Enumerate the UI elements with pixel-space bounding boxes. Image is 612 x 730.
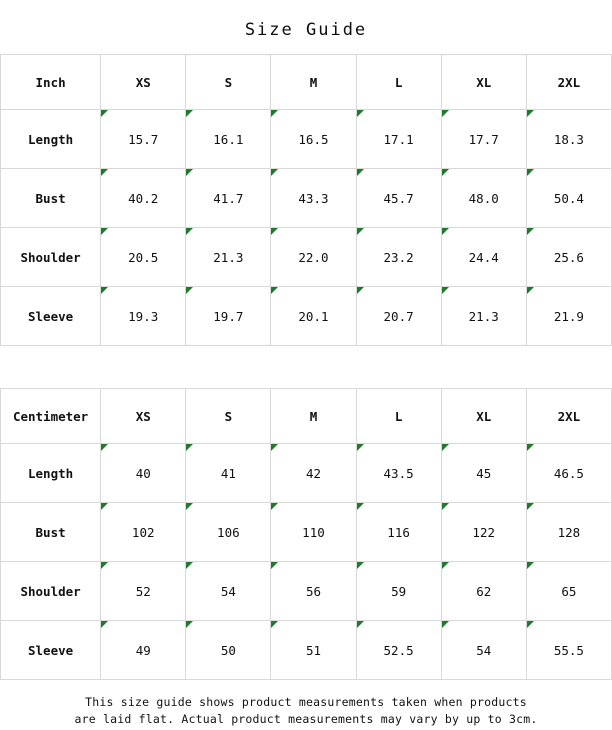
table-row <box>1 444 612 503</box>
size-table-centimeter <box>0 388 612 680</box>
row-label: Length <box>1 444 101 503</box>
column-header: S <box>186 389 271 444</box>
footnote-line-2: are laid flat. Actual product measurements may vary by up to 3cm. <box>74 712 538 726</box>
unit-label: Inch <box>1 55 101 110</box>
measurement-cell: 41.7 <box>186 169 271 228</box>
measurement-cell: 52 <box>101 562 186 621</box>
table-row <box>1 562 612 621</box>
column-header: XL <box>441 389 526 444</box>
row-label: Shoulder <box>1 562 101 621</box>
table-row <box>1 621 612 680</box>
measurement-cell: 21.3 <box>441 287 526 346</box>
row-label: Sleeve <box>1 621 101 680</box>
table-row <box>1 287 612 346</box>
measurement-cell: 56 <box>271 562 356 621</box>
unit-label: Centimeter <box>1 389 101 444</box>
measurement-cell: 19.7 <box>186 287 271 346</box>
measurement-cell: 48.0 <box>441 169 526 228</box>
measurement-cell: 55.5 <box>526 621 611 680</box>
measurement-cell: 51 <box>271 621 356 680</box>
table-row <box>1 228 612 287</box>
measurement-cell: 62 <box>441 562 526 621</box>
measurement-cell: 23.2 <box>356 228 441 287</box>
page-title: Size Guide <box>244 20 368 40</box>
measurement-cell: 49 <box>101 621 186 680</box>
column-header: M <box>271 389 356 444</box>
column-header: XL <box>441 55 526 110</box>
size-table-inch <box>0 54 612 346</box>
measurement-cell: 46.5 <box>526 444 611 503</box>
measurement-cell: 59 <box>356 562 441 621</box>
row-label: Sleeve <box>1 287 101 346</box>
measurement-cell: 16.5 <box>271 110 356 169</box>
measurement-cell: 110 <box>271 503 356 562</box>
footnote <box>0 680 612 728</box>
measurement-cell: 17.1 <box>356 110 441 169</box>
measurement-cell: 22.0 <box>271 228 356 287</box>
measurement-cell: 18.3 <box>526 110 611 169</box>
column-header: L <box>356 389 441 444</box>
footnote-line-1: This size guide shows product measurements taken when products <box>85 695 527 709</box>
measurement-cell: 40.2 <box>101 169 186 228</box>
table-divider-space <box>0 346 612 388</box>
row-label: Bust <box>1 503 101 562</box>
measurement-cell: 65 <box>526 562 611 621</box>
measurement-cell: 52.5 <box>356 621 441 680</box>
measurement-cell: 15.7 <box>101 110 186 169</box>
measurement-cell: 24.4 <box>441 228 526 287</box>
measurement-cell: 19.3 <box>101 287 186 346</box>
measurement-cell: 25.6 <box>526 228 611 287</box>
table-row <box>1 169 612 228</box>
column-header: 2XL <box>526 389 611 444</box>
table-header-row <box>1 389 612 444</box>
column-header: XS <box>101 55 186 110</box>
measurement-cell: 116 <box>356 503 441 562</box>
column-header: M <box>271 55 356 110</box>
column-header: 2XL <box>526 55 611 110</box>
measurement-cell: 50.4 <box>526 169 611 228</box>
measurement-cell: 17.7 <box>441 110 526 169</box>
measurement-cell: 106 <box>186 503 271 562</box>
measurement-cell: 45.7 <box>356 169 441 228</box>
measurement-cell: 128 <box>526 503 611 562</box>
column-header: L <box>356 55 441 110</box>
table-header-row <box>1 55 612 110</box>
table-row <box>1 503 612 562</box>
measurement-cell: 40 <box>101 444 186 503</box>
column-header: XS <box>101 389 186 444</box>
table-row <box>1 110 612 169</box>
measurement-cell: 21.9 <box>526 287 611 346</box>
measurement-cell: 20.7 <box>356 287 441 346</box>
measurement-cell: 20.1 <box>271 287 356 346</box>
row-label: Length <box>1 110 101 169</box>
row-label: Shoulder <box>1 228 101 287</box>
row-label: Bust <box>1 169 101 228</box>
measurement-cell: 42 <box>271 444 356 503</box>
measurement-cell: 45 <box>441 444 526 503</box>
measurement-cell: 16.1 <box>186 110 271 169</box>
measurement-cell: 122 <box>441 503 526 562</box>
column-header: S <box>186 55 271 110</box>
measurement-cell: 102 <box>101 503 186 562</box>
measurement-cell: 54 <box>186 562 271 621</box>
measurement-cell: 43.5 <box>356 444 441 503</box>
measurement-cell: 50 <box>186 621 271 680</box>
measurement-cell: 21.3 <box>186 228 271 287</box>
measurement-cell: 54 <box>441 621 526 680</box>
measurement-cell: 43.3 <box>271 169 356 228</box>
measurement-cell: 41 <box>186 444 271 503</box>
measurement-cell: 20.5 <box>101 228 186 287</box>
